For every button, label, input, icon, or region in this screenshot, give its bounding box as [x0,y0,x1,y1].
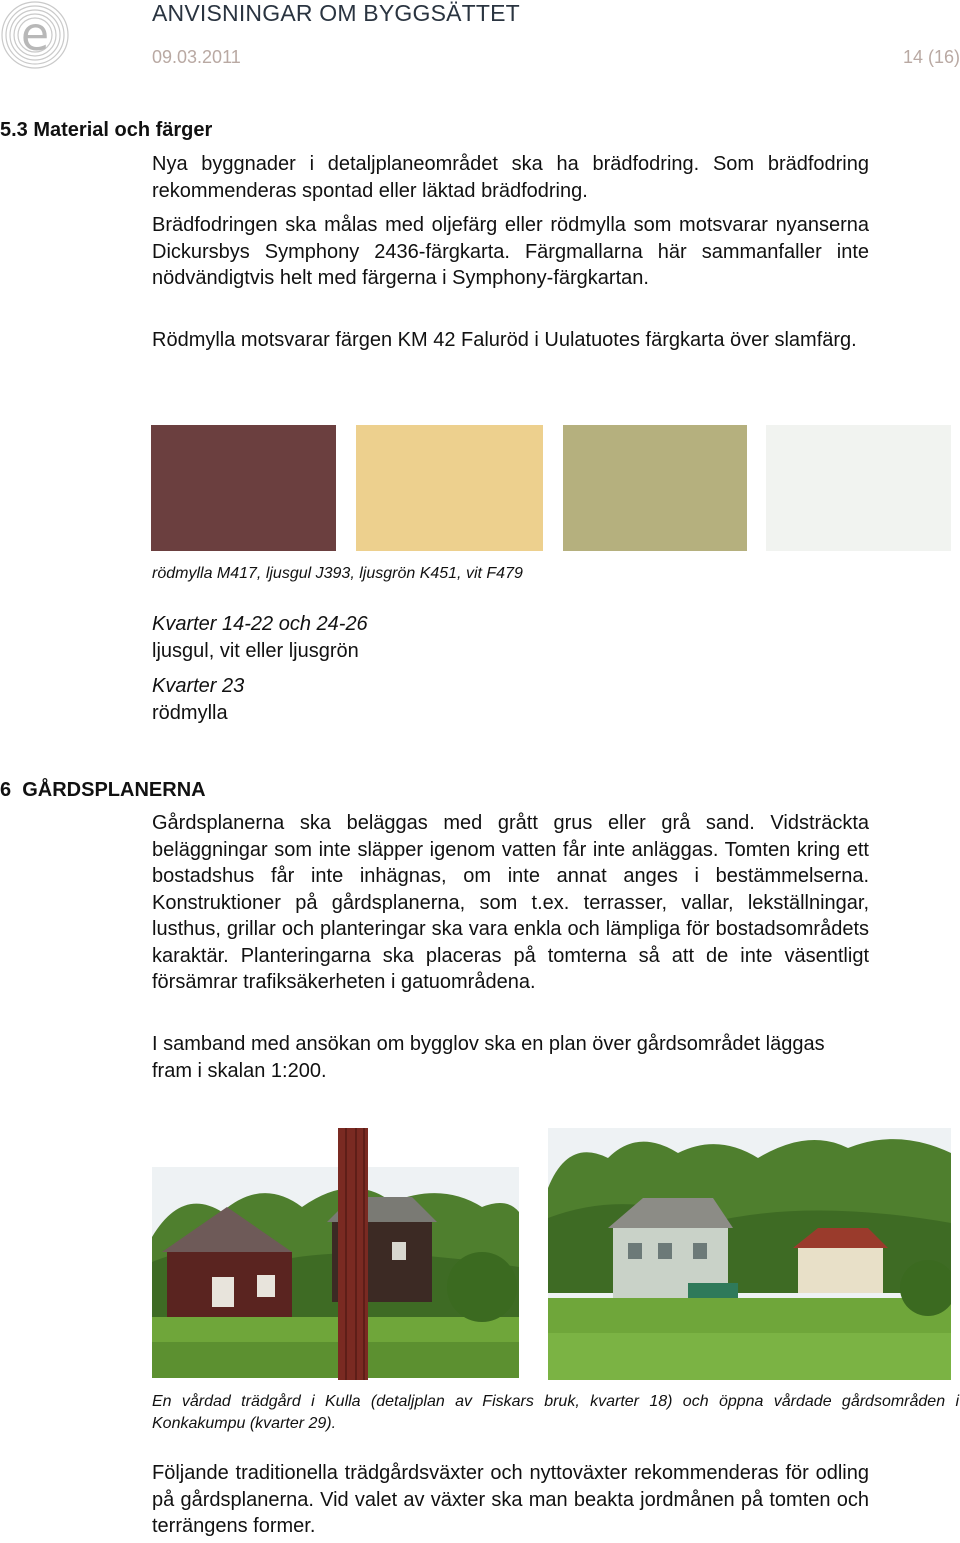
photo-caption: En vårdad trädgård i Kulla (detaljplan av Fiskars bruk, kvarter 18) och öppna vårdade gårdsområden i Konkakumpu (kvarter 29). [152,1393,959,1432]
page-number: 14 (16) [902,47,960,67]
swatch-caption: rödmylla M417, ljusgul J393, ljusgrön K451, vit F479 [152,565,523,582]
kvarter-1-title: Kvarter 14-22 och 24-26 [152,613,368,635]
kvarter-2-title: Kvarter 23 [152,675,245,697]
paragraph-plants: Följande traditionella trädgårdsväxter och nyttoväxter rekommenderas för odling på gårdsplanerna. Vid valet av växter ska man beakta jordmånen på tomten och terrängens former. [152,1462,869,1537]
swatch-ljusgul [356,425,543,551]
paragraph-rodmylla: Rödmylla motsvarar färgen KM 42 Faluröd i Uulatuotes färgkarta över slamfärg. [152,329,857,351]
swatch-vit [766,425,951,551]
document-date: 09.03.2011 [152,47,241,67]
section-heading-6: 6 GÅRDSPLANERNA [0,779,206,801]
paragraph-paint: Brädfodringen ska målas med oljefärg eller rödmylla som motsvarar nyanserna Dickursbys Symphony 2436-färgkarta. Färgmallarna här sammanfaller inte nödvändigtvis helt med färgerna i Symphony-färgkartan. [152,214,869,289]
kvarter-2-colors: rödmylla [152,702,228,724]
swatch-rodmylla [151,425,336,551]
section-heading-5-3: 5.3 Material och färger [0,119,213,141]
paragraph-cladding: Nya byggnader i detaljplaneområdet ska ha brädfodring. Som brädfodring rekommenderas spontad eller läktad brädfodring. [152,153,869,202]
document-title: ANVISNINGAR OM BYGGSÄTTET [152,0,520,26]
photo-konkakumpu-yards [548,1128,951,1380]
photo-kulla-garden [152,1167,519,1378]
red-post [338,1128,368,1380]
swatch-ljusgron [563,425,747,551]
svg-text:e: e [20,7,50,61]
kvarter-1-colors: ljusgul, vit eller ljusgrön [152,640,359,662]
paragraph-gardsplaner: Gårdsplanerna ska beläggas med grått grus eller grå sand. Vidsträckta beläggningar som inte släpper igenom vatten får inte anläggas. Tomten kring ett bostadshus får inte inhägnas, om inte annat anges i bestämmelserna. Konstruktioner på gårdsplanerna, som t.ex. terrasser, vallar, lekställningar, lusthus, grillar och planteringar ska vara enkla och lämpliga för bostadsområdets karaktär. Planteringarna ska placeras på tomterna så att de inte väsentligt försämrar trafiksäkerheten i gatuområdena. [152,812,869,993]
paragraph-bygglov: I samband med ansökan om bygglov ska en plan över gårdsområdet läggas fram i skalan 1:200. [152,1033,825,1082]
company-logo [0,0,70,70]
